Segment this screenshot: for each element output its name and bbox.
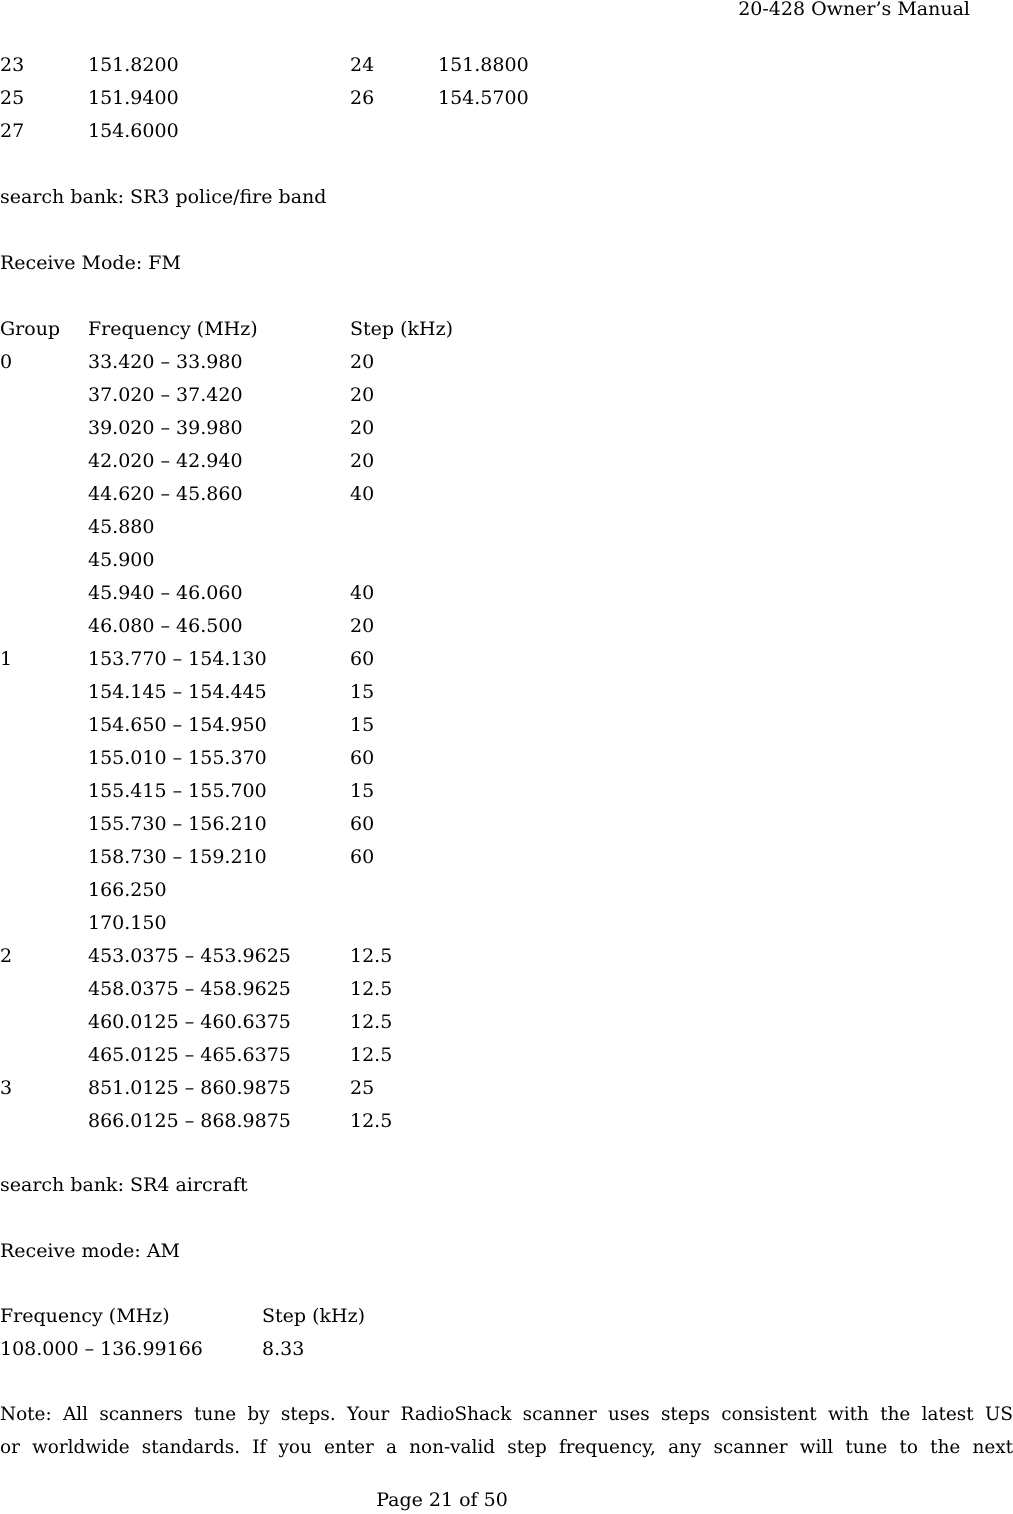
frequency-cell: 460.0125 – 460.6375 [88, 1011, 291, 1033]
step-cell: 60 [350, 813, 375, 835]
page-header-title: 20-428 Owner’s Manual [738, 0, 970, 20]
step-cell: 20 [350, 417, 375, 439]
channel-frequency: 154.5700 [438, 87, 529, 109]
step-cell: 25 [350, 1077, 375, 1099]
sr3-section-title: search bank: SR3 police/fire band [0, 186, 327, 208]
frequency-cell: 45.880 [88, 516, 155, 538]
frequency-column-header: Frequency (MHz) [0, 1305, 170, 1327]
frequency-cell: 46.080 – 46.500 [88, 615, 243, 637]
channel-number: 24 [350, 54, 375, 76]
frequency-cell: 458.0375 – 458.9625 [88, 978, 291, 1000]
step-cell: 12.5 [350, 978, 393, 1000]
frequency-cell: 155.010 – 155.370 [88, 747, 267, 769]
sr3-receive-mode: Receive Mode: FM [0, 252, 181, 274]
frequency-cell: 170.150 [88, 912, 167, 934]
frequency-cell: 108.000 – 136.99166 [0, 1338, 203, 1360]
frequency-cell: 154.145 – 154.445 [88, 681, 267, 703]
step-column-header: Step (kHz) [262, 1305, 366, 1327]
channel-number: 23 [0, 54, 25, 76]
channel-number: 25 [0, 87, 25, 109]
group-cell: 1 [0, 648, 13, 670]
step-cell: 15 [350, 780, 375, 802]
frequency-cell: 465.0125 – 465.6375 [88, 1044, 291, 1066]
frequency-cell: 866.0125 – 868.9875 [88, 1110, 291, 1132]
step-cell: 40 [350, 582, 375, 604]
frequency-cell: 37.020 – 37.420 [88, 384, 243, 406]
step-cell: 20 [350, 351, 375, 373]
frequency-cell: 153.770 – 154.130 [88, 648, 267, 670]
step-cell: 12.5 [350, 1011, 393, 1033]
step-column-header: Step (kHz) [350, 318, 454, 340]
frequency-cell: 45.940 – 46.060 [88, 582, 243, 604]
frequency-cell: 39.020 – 39.980 [88, 417, 243, 439]
step-cell: 12.5 [350, 1044, 393, 1066]
frequency-cell: 45.900 [88, 549, 155, 571]
step-cell: 15 [350, 681, 375, 703]
step-cell: 20 [350, 450, 375, 472]
channel-frequency: 154.6000 [88, 120, 179, 142]
frequency-cell: 851.0125 – 860.9875 [88, 1077, 291, 1099]
step-cell: 60 [350, 846, 375, 868]
frequency-cell: 155.730 – 156.210 [88, 813, 267, 835]
group-cell: 2 [0, 945, 13, 967]
channel-frequency: 151.9400 [88, 87, 179, 109]
channel-number: 26 [350, 87, 375, 109]
step-cell: 20 [350, 615, 375, 637]
note-paragraph-line: Note: All scanners tune by steps. Your RadioShack scanner uses steps consistent with the latest US [0, 1404, 1013, 1425]
frequency-cell: 453.0375 – 453.9625 [88, 945, 291, 967]
sr4-receive-mode: Receive mode: AM [0, 1240, 181, 1262]
step-cell: 15 [350, 714, 375, 736]
page-number: Page 21 of 50 [376, 1489, 508, 1511]
frequency-cell: 44.620 – 45.860 [88, 483, 243, 505]
step-cell: 8.33 [262, 1338, 305, 1360]
frequency-cell: 158.730 – 159.210 [88, 846, 267, 868]
channel-frequency: 151.8200 [88, 54, 179, 76]
step-cell: 12.5 [350, 945, 393, 967]
frequency-cell: 42.020 – 42.940 [88, 450, 243, 472]
channel-number: 27 [0, 120, 25, 142]
group-cell: 0 [0, 351, 13, 373]
note-paragraph-line: or worldwide standards. If you enter a non-valid step frequency, any scanner will tune to the next [0, 1437, 1013, 1458]
frequency-cell: 33.420 – 33.980 [88, 351, 243, 373]
step-cell: 60 [350, 747, 375, 769]
frequency-cell: 154.650 – 154.950 [88, 714, 267, 736]
sr4-section-title: search bank: SR4 aircraft [0, 1174, 248, 1196]
frequency-column-header: Frequency (MHz) [88, 318, 258, 340]
step-cell: 60 [350, 648, 375, 670]
frequency-cell: 166.250 [88, 879, 167, 901]
frequency-cell: 155.415 – 155.700 [88, 780, 267, 802]
group-column-header: Group [0, 318, 61, 340]
channel-frequency: 151.8800 [438, 54, 529, 76]
step-cell: 20 [350, 384, 375, 406]
step-cell: 40 [350, 483, 375, 505]
group-cell: 3 [0, 1077, 13, 1099]
step-cell: 12.5 [350, 1110, 393, 1132]
